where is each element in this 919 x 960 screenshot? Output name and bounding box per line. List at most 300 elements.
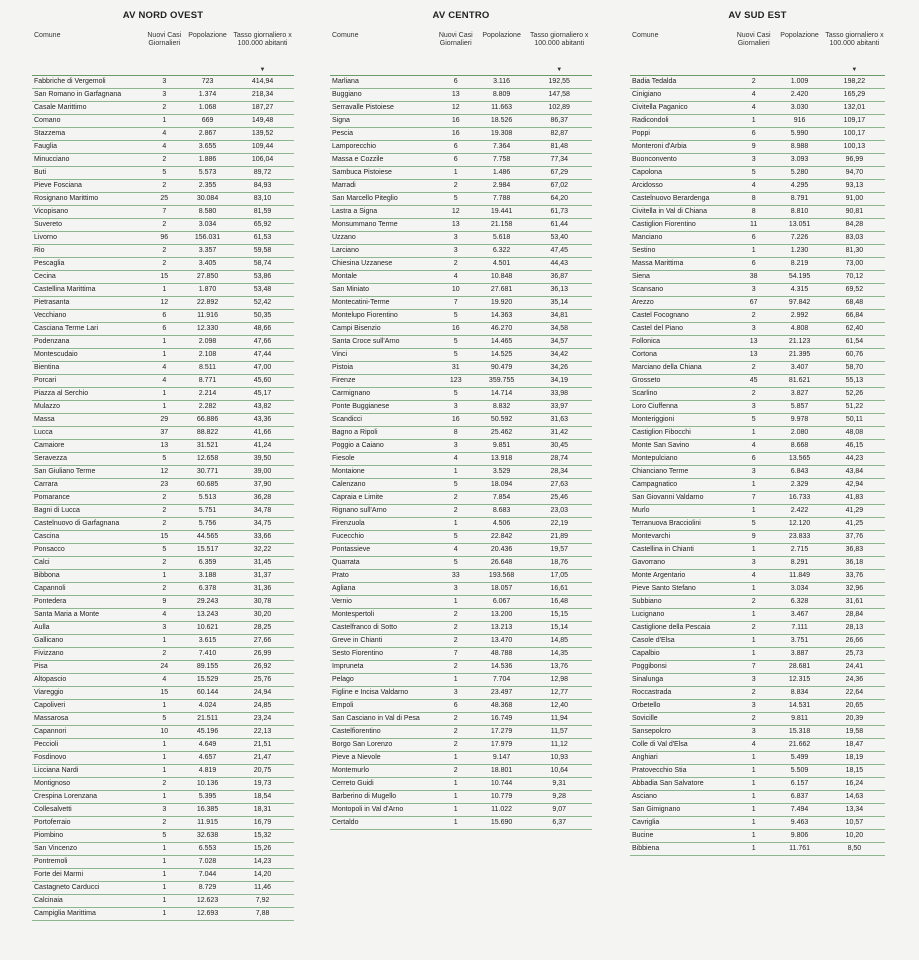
table-row — [330, 427, 592, 440]
table-row — [630, 518, 885, 531]
table-row — [630, 427, 885, 440]
comune-cell: Suvereto — [32, 219, 145, 232]
nuovi-casi-cell: 3 — [732, 466, 775, 479]
comune-cell: Bibbona — [32, 570, 145, 583]
nuovi-casi-cell: 8 — [732, 193, 775, 206]
popolazione-cell: 89.155 — [184, 661, 231, 674]
table-row — [630, 466, 885, 479]
table-row — [330, 583, 592, 596]
comune-cell: Fiesole — [330, 453, 435, 466]
nuovi-casi-cell: 4 — [732, 102, 775, 115]
comune-cell: Cavriglia — [630, 817, 732, 830]
panel-av-sud-est — [630, 0, 885, 856]
tasso-cell: 34,78 — [231, 505, 294, 518]
comune-cell: Vinci — [330, 349, 435, 362]
table-row — [630, 674, 885, 687]
header-popolazione[interactable]: Popolazione — [184, 30, 231, 76]
table-row — [630, 622, 885, 635]
popolazione-cell: 7.410 — [184, 648, 231, 661]
tasso-cell: 48,08 — [824, 427, 885, 440]
nuovi-casi-cell: 3 — [435, 401, 477, 414]
nuovi-casi-cell: 3 — [732, 557, 775, 570]
header-comune[interactable]: Comune — [32, 30, 145, 76]
comune-cell: Rignano sull'Arno — [330, 505, 435, 518]
table-row — [330, 89, 592, 102]
comune-cell: Montemurlo — [330, 765, 435, 778]
tasso-cell: 12,77 — [526, 687, 592, 700]
popolazione-cell: 3.405 — [184, 258, 231, 271]
tasso-cell: 9,31 — [526, 778, 592, 791]
nuovi-casi-cell: 1 — [732, 843, 775, 856]
tasso-cell: 33,76 — [824, 570, 885, 583]
table-row — [32, 310, 294, 323]
tasso-cell: 43,36 — [231, 414, 294, 427]
popolazione-cell: 9.806 — [775, 830, 823, 843]
table-row — [330, 180, 592, 193]
popolazione-cell: 21.511 — [184, 713, 231, 726]
popolazione-cell: 3.030 — [775, 102, 823, 115]
nuovi-casi-cell: 3 — [732, 674, 775, 687]
table-row — [630, 336, 885, 349]
nuovi-casi-cell: 11 — [732, 219, 775, 232]
tasso-cell: 22,13 — [231, 726, 294, 739]
tasso-cell: 24,36 — [824, 674, 885, 687]
table-row — [630, 128, 885, 141]
popolazione-cell: 7.111 — [775, 622, 823, 635]
nuovi-casi-cell: 7 — [732, 661, 775, 674]
popolazione-cell: 18.526 — [477, 115, 527, 128]
nuovi-casi-cell: 2 — [145, 180, 184, 193]
popolazione-cell: 18.094 — [477, 479, 527, 492]
comune-cell: San Giovanni Valdarno — [630, 492, 732, 505]
tasso-cell: 50,11 — [824, 414, 885, 427]
tasso-cell: 84,93 — [231, 180, 294, 193]
comune-cell: Carmignano — [330, 388, 435, 401]
nuovi-casi-cell: 1 — [435, 752, 477, 765]
tasso-cell: 20,39 — [824, 713, 885, 726]
tasso-cell: 18,19 — [824, 752, 885, 765]
table-row — [630, 401, 885, 414]
comune-cell: Scandicci — [330, 414, 435, 427]
header-comune[interactable]: Comune — [630, 30, 732, 76]
nuovi-casi-cell: 5 — [145, 544, 184, 557]
nuovi-casi-cell: 1 — [145, 843, 184, 856]
popolazione-cell: 20.436 — [477, 544, 527, 557]
tasso-cell: 30,78 — [231, 596, 294, 609]
comune-cell: San Casciano in Val di Pesa — [330, 713, 435, 726]
tasso-cell: 11,94 — [526, 713, 592, 726]
tasso-cell: 11,12 — [526, 739, 592, 752]
table-row — [630, 778, 885, 791]
table-row — [32, 570, 294, 583]
tasso-cell: 67,02 — [526, 180, 592, 193]
tasso-cell: 11,46 — [231, 882, 294, 895]
popolazione-cell: 21.123 — [775, 336, 823, 349]
table-row — [330, 570, 592, 583]
table-row — [630, 414, 885, 427]
nuovi-casi-cell: 45 — [732, 375, 775, 388]
table-row — [32, 323, 294, 336]
tasso-cell: 27,66 — [231, 635, 294, 648]
header-popolazione[interactable]: Popolazione — [775, 30, 823, 76]
table-row — [330, 713, 592, 726]
nuovi-casi-cell: 5 — [732, 414, 775, 427]
popolazione-cell: 1.009 — [775, 76, 823, 89]
table-row — [32, 362, 294, 375]
tasso-cell: 31,37 — [231, 570, 294, 583]
popolazione-cell: 14.363 — [477, 310, 527, 323]
comune-cell: Buggiano — [330, 89, 435, 102]
nuovi-casi-cell: 9 — [732, 141, 775, 154]
popolazione-cell: 10.744 — [477, 778, 527, 791]
header-tasso[interactable] — [824, 30, 885, 76]
popolazione-cell: 2.422 — [775, 505, 823, 518]
tasso-cell: 24,94 — [231, 687, 294, 700]
popolazione-cell: 15.517 — [184, 544, 231, 557]
comune-cell: Scansano — [630, 284, 732, 297]
nuovi-casi-cell: 3 — [435, 583, 477, 596]
header-comune[interactable]: Comune — [330, 30, 435, 76]
nuovi-casi-cell: 1 — [145, 856, 184, 869]
popolazione-cell: 6.843 — [775, 466, 823, 479]
comune-cell: Porcari — [32, 375, 145, 388]
nuovi-casi-cell: 6 — [435, 141, 477, 154]
comune-cell: Aulla — [32, 622, 145, 635]
tasso-cell: 77,34 — [526, 154, 592, 167]
tasso-cell: 37,76 — [824, 531, 885, 544]
table-row — [32, 843, 294, 856]
comune-cell: Capoliveri — [32, 700, 145, 713]
table-row — [630, 687, 885, 700]
table-row — [330, 609, 592, 622]
comune-cell: Viareggio — [32, 687, 145, 700]
nuovi-casi-cell: 13 — [732, 336, 775, 349]
tasso-cell: 19,73 — [231, 778, 294, 791]
comune-cell: Montelupo Fiorentino — [330, 310, 435, 323]
comune-cell: Lucca — [32, 427, 145, 440]
header-nuovi-casi[interactable]: Nuovi Casi Giornalieri — [435, 30, 477, 76]
table-row — [630, 193, 885, 206]
nuovi-casi-cell: 1 — [732, 245, 775, 258]
table-row — [330, 141, 592, 154]
comune-cell: Serravalle Pistoiese — [330, 102, 435, 115]
comune-cell: Monteroni d'Arbia — [630, 141, 732, 154]
comune-cell: San Giuliano Terme — [32, 466, 145, 479]
table-row — [630, 531, 885, 544]
tasso-cell: 13,34 — [824, 804, 885, 817]
table-row — [330, 219, 592, 232]
tasso-cell: 132,01 — [824, 102, 885, 115]
header-tasso[interactable] — [526, 30, 592, 76]
nuovi-casi-cell: 24 — [145, 661, 184, 674]
table-row — [630, 362, 885, 375]
comune-cell: Casale Marittimo — [32, 102, 145, 115]
comune-cell: Roccastrada — [630, 687, 732, 700]
tasso-cell: 34,75 — [231, 518, 294, 531]
comune-cell: Pontassieve — [330, 544, 435, 557]
tasso-cell: 50,35 — [231, 310, 294, 323]
table-row — [32, 427, 294, 440]
comune-cell: Cerreto Guidi — [330, 778, 435, 791]
tasso-cell: 37,90 — [231, 479, 294, 492]
table-row — [330, 492, 592, 505]
nuovi-casi-cell: 15 — [145, 271, 184, 284]
comune-cell: Greve in Chianti — [330, 635, 435, 648]
table-row — [32, 141, 294, 154]
nuovi-casi-cell: 2 — [435, 505, 477, 518]
popolazione-cell: 6.157 — [775, 778, 823, 791]
nuovi-casi-cell: 1 — [145, 882, 184, 895]
popolazione-cell: 2.715 — [775, 544, 823, 557]
tasso-cell: 10,93 — [526, 752, 592, 765]
tasso-cell: 31,45 — [231, 557, 294, 570]
table-row — [630, 583, 885, 596]
nuovi-casi-cell: 4 — [145, 375, 184, 388]
nuovi-casi-cell: 1 — [145, 388, 184, 401]
comune-cell: Rosignano Marittimo — [32, 193, 145, 206]
popolazione-cell: 8.729 — [184, 882, 231, 895]
table-row — [32, 505, 294, 518]
nuovi-casi-cell: 123 — [435, 375, 477, 388]
tasso-cell: 24,85 — [231, 700, 294, 713]
comune-cell: Castelnuovo Berardenga — [630, 193, 732, 206]
tasso-cell: 15,26 — [231, 843, 294, 856]
nuovi-casi-cell: 1 — [732, 609, 775, 622]
comune-cell: Minucciano — [32, 154, 145, 167]
tasso-cell: 89,72 — [231, 167, 294, 180]
nuovi-casi-cell: 1 — [732, 830, 775, 843]
popolazione-cell: 5.857 — [775, 401, 823, 414]
popolazione-cell: 11.915 — [184, 817, 231, 830]
comune-cell: Monteriggioni — [630, 414, 732, 427]
comune-cell: Crespina Lorenzana — [32, 791, 145, 804]
comune-cell: Cecina — [32, 271, 145, 284]
nuovi-casi-cell: 3 — [732, 401, 775, 414]
comune-cell: Certaldo — [330, 817, 435, 830]
popolazione-cell: 7.704 — [477, 674, 527, 687]
table-row — [32, 401, 294, 414]
nuovi-casi-cell: 1 — [145, 284, 184, 297]
tasso-cell: 149,48 — [231, 115, 294, 128]
popolazione-cell: 1.230 — [775, 245, 823, 258]
tasso-cell: 61,44 — [526, 219, 592, 232]
panel-av-nord-ovest — [32, 0, 294, 921]
popolazione-cell: 8.683 — [477, 505, 527, 518]
comune-cell: Montepulciano — [630, 453, 732, 466]
nuovi-casi-cell: 1 — [145, 869, 184, 882]
popolazione-cell: 9.463 — [775, 817, 823, 830]
header-popolazione[interactable]: Popolazione — [477, 30, 527, 76]
comune-cell: Pontremoli — [32, 856, 145, 869]
tasso-cell: 55,13 — [824, 375, 885, 388]
popolazione-cell: 8.580 — [184, 206, 231, 219]
popolazione-cell: 11.916 — [184, 310, 231, 323]
tasso-cell: 187,27 — [231, 102, 294, 115]
nuovi-casi-cell: 1 — [732, 791, 775, 804]
nuovi-casi-cell: 2 — [732, 76, 775, 89]
tasso-cell: 52,26 — [824, 388, 885, 401]
comune-cell: Piombino — [32, 830, 145, 843]
nuovi-casi-cell: 1 — [145, 791, 184, 804]
comune-cell: Fabbriche di Vergemoli — [32, 76, 145, 89]
tasso-cell: 66,84 — [824, 310, 885, 323]
table-row — [630, 154, 885, 167]
tasso-cell: 8,50 — [824, 843, 885, 856]
table-row — [330, 635, 592, 648]
table-row — [630, 817, 885, 830]
nuovi-casi-cell: 2 — [732, 362, 775, 375]
comune-cell: Figline e Incisa Valdarno — [330, 687, 435, 700]
header-nuovi-casi[interactable]: Nuovi Casi Giornalieri — [145, 30, 184, 76]
popolazione-cell: 3.655 — [184, 141, 231, 154]
table-row — [630, 232, 885, 245]
header-nuovi-casi[interactable]: Nuovi Casi Giornalieri — [732, 30, 775, 76]
tasso-cell: 73,00 — [824, 258, 885, 271]
nuovi-casi-cell: 1 — [732, 804, 775, 817]
nuovi-casi-cell: 7 — [732, 492, 775, 505]
popolazione-cell: 19.441 — [477, 206, 527, 219]
comune-cell: Campiglia Marittima — [32, 908, 145, 921]
comune-cell: Comano — [32, 115, 145, 128]
table-row — [630, 609, 885, 622]
table-row — [32, 271, 294, 284]
nuovi-casi-cell: 2 — [435, 765, 477, 778]
table-row — [330, 505, 592, 518]
tasso-cell: 41,25 — [824, 518, 885, 531]
comune-cell: Castelnuovo di Garfagnana — [32, 518, 145, 531]
popolazione-cell: 8.988 — [775, 141, 823, 154]
comune-cell: Montignoso — [32, 778, 145, 791]
nuovi-casi-cell: 13 — [732, 349, 775, 362]
nuovi-casi-cell: 16 — [435, 128, 477, 141]
table-row — [330, 479, 592, 492]
table-row — [32, 882, 294, 895]
popolazione-cell: 21.662 — [775, 739, 823, 752]
popolazione-cell: 5.280 — [775, 167, 823, 180]
comune-cell: Sinalunga — [630, 674, 732, 687]
table-row — [32, 76, 294, 89]
table-row — [330, 700, 592, 713]
nuovi-casi-cell: 6 — [145, 323, 184, 336]
comune-cell: Castiglion Fibocchi — [630, 427, 732, 440]
popolazione-cell: 12.120 — [775, 518, 823, 531]
table-row — [32, 167, 294, 180]
table-row — [330, 323, 592, 336]
table-row — [32, 596, 294, 609]
table-row — [330, 232, 592, 245]
comune-cell: Capannori — [32, 726, 145, 739]
nuovi-casi-cell: 7 — [435, 297, 477, 310]
popolazione-cell: 193.568 — [477, 570, 527, 583]
nuovi-casi-cell: 1 — [145, 700, 184, 713]
comune-cell: Bagno a Ripoli — [330, 427, 435, 440]
comune-cell: Castel del Piano — [630, 323, 732, 336]
tasso-cell: 106,04 — [231, 154, 294, 167]
tasso-cell: 51,22 — [824, 401, 885, 414]
popolazione-cell: 16.749 — [477, 713, 527, 726]
tasso-cell: 44,23 — [824, 453, 885, 466]
nuovi-casi-cell: 5 — [435, 349, 477, 362]
nuovi-casi-cell: 2 — [145, 817, 184, 830]
table-row — [630, 271, 885, 284]
tasso-cell: 7,92 — [231, 895, 294, 908]
cases-table — [330, 30, 592, 830]
table-row — [630, 388, 885, 401]
nuovi-casi-cell: 2 — [145, 505, 184, 518]
popolazione-cell: 2.867 — [184, 128, 231, 141]
comune-cell: Civitella in Val di Chiana — [630, 206, 732, 219]
nuovi-casi-cell: 16 — [435, 323, 477, 336]
caret-down-icon: ▼ — [259, 67, 266, 73]
comune-cell: Civitella Paganico — [630, 102, 732, 115]
tasso-cell: 31,36 — [231, 583, 294, 596]
comune-cell: Montale — [330, 271, 435, 284]
table-row — [330, 349, 592, 362]
table-row — [32, 739, 294, 752]
comune-cell: Anghiari — [630, 752, 732, 765]
comune-cell: Pieve Santo Stefano — [630, 583, 732, 596]
nuovi-casi-cell: 1 — [145, 336, 184, 349]
popolazione-cell: 5.756 — [184, 518, 231, 531]
comune-cell: Radicondoli — [630, 115, 732, 128]
table-row — [630, 713, 885, 726]
tasso-cell: 53,48 — [231, 284, 294, 297]
nuovi-casi-cell: 13 — [435, 219, 477, 232]
header-tasso[interactable] — [231, 30, 294, 76]
popolazione-cell: 16.733 — [775, 492, 823, 505]
table-row — [630, 180, 885, 193]
tasso-cell: 109,17 — [824, 115, 885, 128]
nuovi-casi-cell: 1 — [435, 817, 477, 830]
nuovi-casi-cell: 3 — [732, 154, 775, 167]
table-row — [32, 856, 294, 869]
nuovi-casi-cell: 1 — [145, 765, 184, 778]
table-row — [630, 492, 885, 505]
comune-cell: Peccioli — [32, 739, 145, 752]
tasso-cell: 18,54 — [231, 791, 294, 804]
tasso-cell: 28,13 — [824, 622, 885, 635]
tasso-cell: 47,00 — [231, 362, 294, 375]
comune-cell: Pomarance — [32, 492, 145, 505]
comune-cell: Poppi — [630, 128, 732, 141]
table-row — [32, 414, 294, 427]
comune-cell: Sestino — [630, 245, 732, 258]
nuovi-casi-cell: 9 — [732, 531, 775, 544]
tasso-cell: 83,10 — [231, 193, 294, 206]
popolazione-cell: 6.328 — [775, 596, 823, 609]
table-row — [630, 453, 885, 466]
table-row — [330, 778, 592, 791]
table-row — [32, 154, 294, 167]
comune-cell: Calenzano — [330, 479, 435, 492]
comune-cell: Capalbio — [630, 648, 732, 661]
tasso-cell: 43,84 — [824, 466, 885, 479]
nuovi-casi-cell: 4 — [732, 570, 775, 583]
tasso-cell: 42,94 — [824, 479, 885, 492]
popolazione-cell: 17.279 — [477, 726, 527, 739]
comune-cell: Vernio — [330, 596, 435, 609]
tasso-cell: 139,52 — [231, 128, 294, 141]
popolazione-cell: 7.364 — [477, 141, 527, 154]
table-row — [330, 258, 592, 271]
tasso-cell: 47,44 — [231, 349, 294, 362]
popolazione-cell: 8.291 — [775, 557, 823, 570]
table-row — [630, 648, 885, 661]
nuovi-casi-cell: 1 — [145, 115, 184, 128]
popolazione-cell: 15.690 — [477, 817, 527, 830]
comune-cell: Massa e Cozzile — [330, 154, 435, 167]
popolazione-cell: 11.663 — [477, 102, 527, 115]
